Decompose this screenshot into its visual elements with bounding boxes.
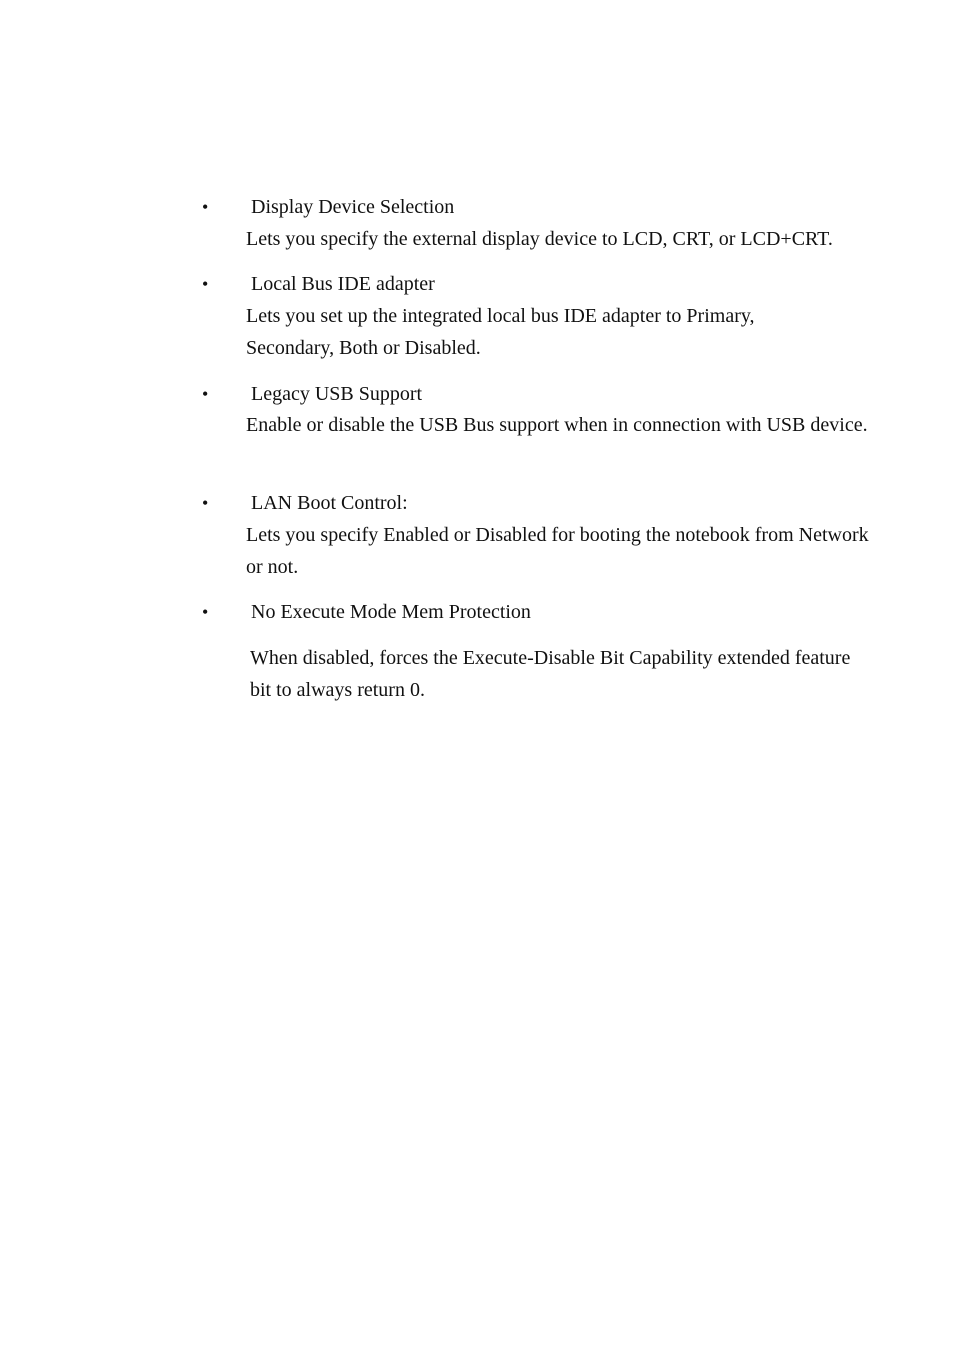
item-title: LAN Boot Control: [251, 492, 408, 514]
item-description: Lets you set up the integrated local bus IDE adapter to Primary, Secondary, Both or Disabled. [246, 305, 755, 359]
item-title: Display Device Selection [251, 196, 455, 218]
bullet-icon: • [202, 493, 209, 513]
item-description: Lets you specify Enabled or Disabled for booting the notebook from Network or not. [246, 524, 869, 578]
item-title: Local Bus IDE adapter [251, 273, 435, 295]
bullet-icon: • [202, 274, 209, 294]
item-description: When disabled, forces the Execute-Disable Bit Capability extended feature bit to always return 0. [250, 647, 851, 701]
bullet-icon: • [202, 602, 209, 622]
item-description: Lets you specify the external display device to LCD, CRT, or LCD+CRT. [246, 228, 833, 250]
item-title: No Execute Mode Mem Protection [251, 601, 531, 623]
bullet-icon: • [202, 384, 209, 404]
bullet-icon: • [202, 197, 209, 217]
item-description: Enable or disable the USB Bus support when in connection with USB device. [246, 414, 868, 436]
item-title: Legacy USB Support [251, 383, 423, 405]
